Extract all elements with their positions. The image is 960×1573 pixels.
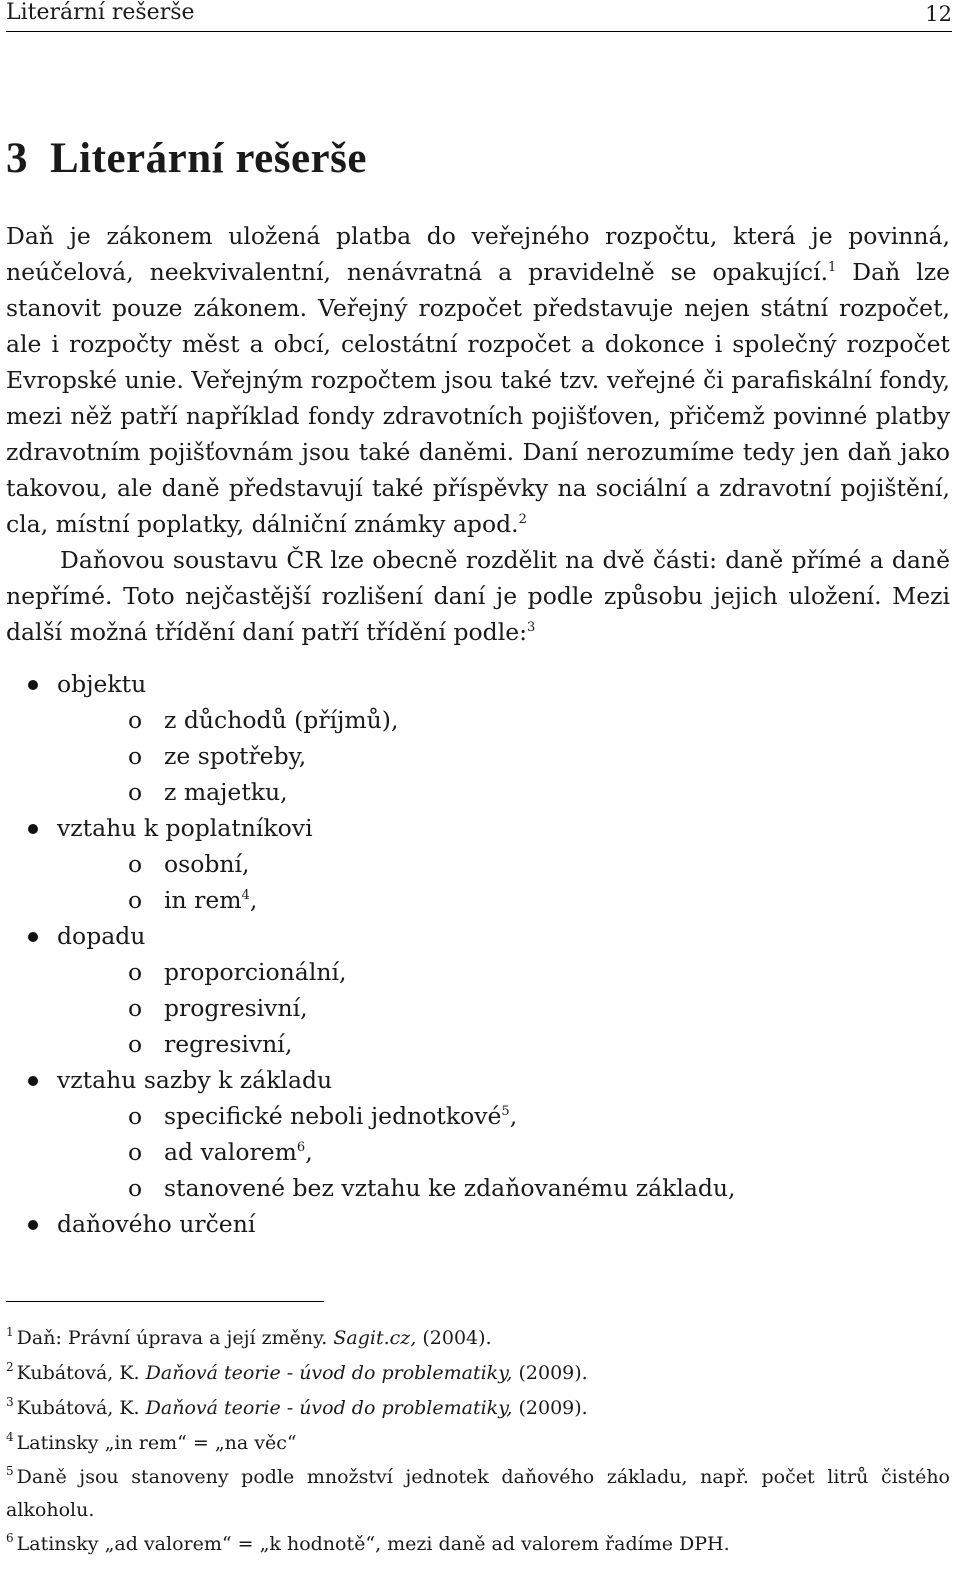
footnote-number: 5 <box>6 1464 14 1478</box>
sub-item: o osobní, <box>6 846 736 882</box>
footnote-source: Sagit.cz, <box>333 1327 417 1349</box>
sub-item: o progresivní, <box>6 990 736 1026</box>
footnote-number: 2 <box>6 1360 14 1374</box>
footnote-ref-2: 2 <box>518 512 527 527</box>
footnote-year: (2009). <box>512 1397 588 1419</box>
body-text <box>6 218 950 650</box>
footnote-source: Daňová teorie - úvod do problematiky, <box>145 1362 513 1384</box>
sub-item: o z majetku, <box>6 774 736 810</box>
paragraph-1 <box>6 218 950 542</box>
list-item-dopadu: dopadu <box>6 918 736 954</box>
footnote-ref-4: 4 <box>241 888 250 903</box>
footnote-year: (2004). <box>416 1327 492 1349</box>
footnote-separator <box>6 1301 324 1302</box>
footnote-text: Daň: Právní úprava a její změny. <box>16 1327 334 1349</box>
footnote-number: 1 <box>6 1325 14 1339</box>
footnote-3 <box>6 1391 950 1426</box>
list-item-urceni: daňového určení <box>6 1206 736 1242</box>
footnote-4 <box>6 1426 950 1461</box>
footnote-number: 3 <box>6 1395 14 1409</box>
sub-item <box>6 882 736 918</box>
footnote-1 <box>6 1321 950 1356</box>
page-number: 12 <box>925 2 952 26</box>
list-item-objektu: objektu <box>6 666 736 702</box>
paragraph-1-part-a: Daň je zákonem uložená platba do veřejného rozpočtu, která je povinná, neúčelová, neekvivalentní, nenávratná a pravidelně se opakující. <box>6 222 950 286</box>
list-item-sazba: vztahu sazby k základu <box>6 1062 736 1098</box>
sub-item-text: in rem <box>164 886 242 914</box>
header-title: Literární rešerše <box>6 0 195 25</box>
footnote-ref-5: 5 <box>501 1104 510 1119</box>
sub-item: o ze spotřeby, <box>6 738 736 774</box>
chapter-heading <box>6 134 367 183</box>
footnote-year: (2009). <box>512 1362 588 1384</box>
running-header <box>6 0 952 32</box>
footnote-text: Kubátová, K. <box>16 1397 146 1419</box>
footnote-text: Latinsky „in rem“ = „na věc“ <box>16 1432 297 1454</box>
classification-list <box>6 666 736 1242</box>
sub-item-suffix: , <box>509 1102 518 1130</box>
sub-item-suffix: , <box>305 1138 313 1166</box>
sub-item: o regresivní, <box>6 1026 736 1062</box>
chapter-title: Literární rešerše <box>50 135 367 182</box>
footnote-text: Kubátová, K. <box>16 1362 146 1384</box>
footnote-2 <box>6 1356 950 1391</box>
footnote-5 <box>6 1461 950 1527</box>
footnote-source: Daňová teorie - úvod do problematiky, <box>145 1397 513 1419</box>
footnote-ref-6: 6 <box>296 1140 306 1155</box>
footnote-number: 4 <box>6 1430 14 1444</box>
paragraph-2-text: Daňovou soustavu ČR lze obecně rozdělit na dvě části: daně přímé a daně nepřímé. Toto nejčastější rozlišení daní je podle způsobu jejich uložení. Mezi další možná třídění daní patří třídění podle: <box>6 546 950 646</box>
sub-item: o z důchodů (příjmů), <box>6 702 736 738</box>
sub-item-text: ad valorem <box>164 1138 297 1166</box>
paragraph-1-part-b: Daň lze stanovit pouze zákonem. Veřejný rozpočet představuje nejen státní rozpočet, ale i rozpočty měst a obcí, celostátní rozpočet a dokonce i společný rozpočet Evropské unie. Veřejným rozpočtem jsou také tzv. veřejné či parafiskální fondy, mezi něž patří například fondy zdravotních pojišťoven, přičemž povinné platby zdravotním pojišťovnám jsou také daněmi. Daní nerozumíme tedy jen daň jako takovou, ale daně představují také příspěvky na sociální a zdravotní pojištění, cla, místní poplatky, dálniční známky apod. <box>6 258 950 538</box>
list-item-poplatnik: vztahu k poplatníkovi <box>6 810 736 846</box>
footnote-ref-1: 1 <box>828 260 837 275</box>
footnotes <box>6 1321 950 1562</box>
footnote-6 <box>6 1527 950 1562</box>
sub-item: o stanovené bez vztahu ke zdaňovanému základu, <box>6 1170 736 1206</box>
footnote-ref-3: 3 <box>527 620 536 635</box>
footnote-number: 6 <box>6 1531 14 1545</box>
chapter-number: 3 <box>6 135 28 182</box>
footnote-text: Latinsky „ad valorem“ = „k hodnotě“, mezi daně ad valorem řadíme DPH. <box>16 1533 730 1555</box>
sub-item-suffix: , <box>249 886 258 914</box>
sub-item <box>6 1134 736 1170</box>
sub-item-text: specifické neboli jednotkové <box>164 1102 502 1130</box>
paragraph-2 <box>6 542 950 650</box>
sub-item: o proporcionální, <box>6 954 736 990</box>
sub-item <box>6 1098 736 1134</box>
footnote-text: Daně jsou stanoveny podle množství jednotek daňového základu, např. počet litrů čistého alkoholu. <box>6 1466 950 1521</box>
